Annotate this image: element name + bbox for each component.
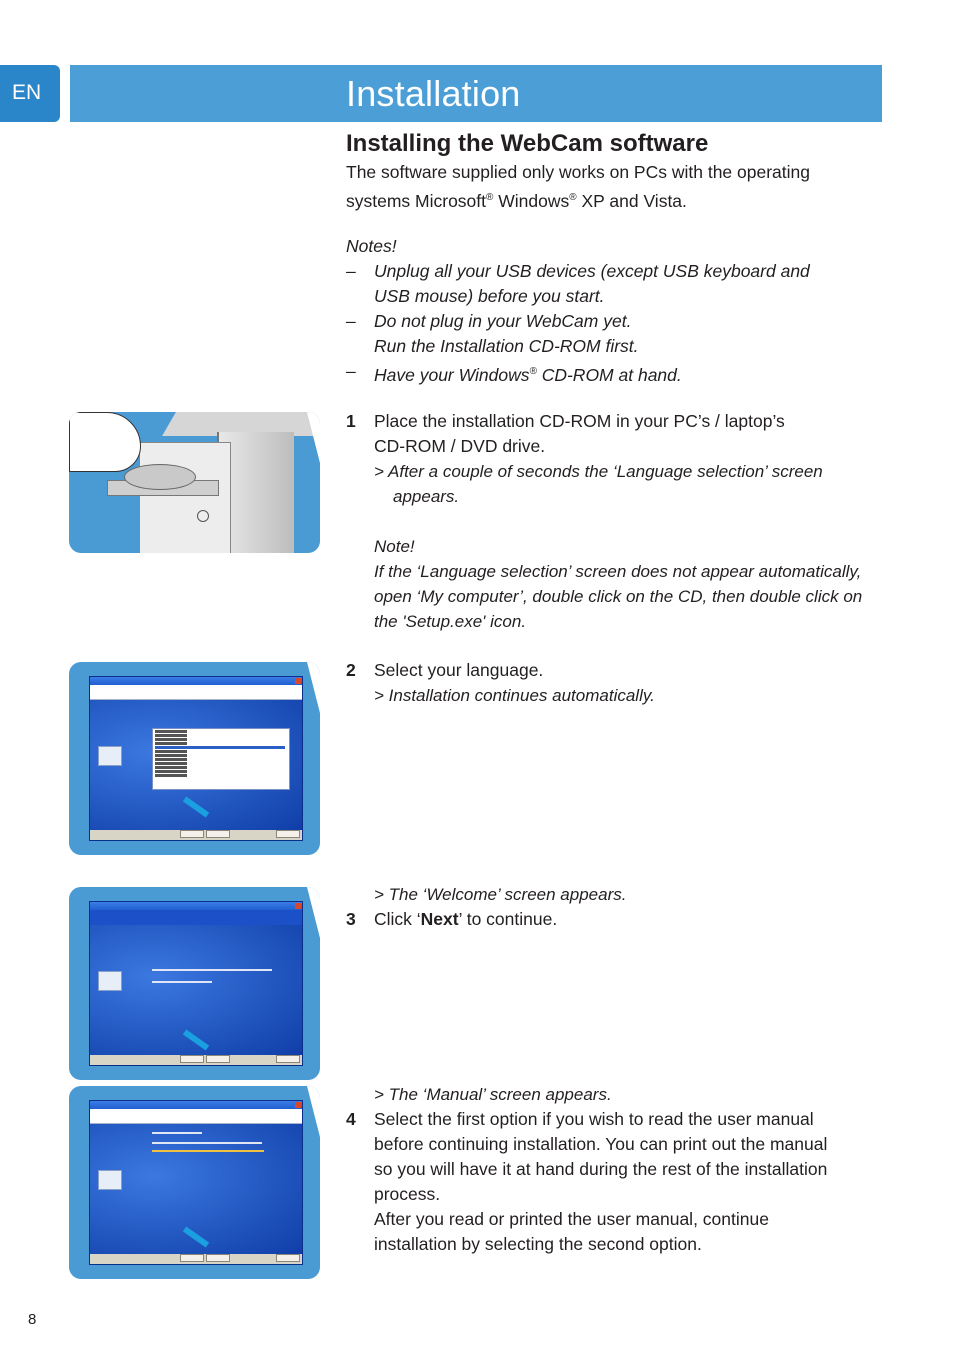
installer-window bbox=[89, 676, 303, 841]
option-2 bbox=[152, 1150, 264, 1152]
step-4-line-6: installation by selecting the second option. bbox=[374, 1234, 702, 1254]
notes-title: Notes! bbox=[346, 236, 397, 256]
window-titlebar bbox=[90, 677, 302, 685]
power-button-icon bbox=[197, 510, 209, 522]
step-2-result: > Installation continues automatically. bbox=[374, 686, 655, 705]
hand-icon bbox=[69, 412, 141, 472]
computer-icon bbox=[98, 746, 122, 766]
cancel-button bbox=[276, 1254, 300, 1262]
window-footer bbox=[90, 1055, 302, 1065]
cancel-button bbox=[276, 830, 300, 838]
step-3-number: 3 bbox=[346, 909, 356, 929]
window-footer bbox=[90, 830, 302, 840]
step-3-a: Click ‘ bbox=[374, 909, 421, 929]
step-1-line-1: Place the installation CD-ROM in your PC’s / laptop’s bbox=[374, 411, 785, 431]
window-titlebar bbox=[90, 902, 302, 910]
intro-xp: XP and Vista. bbox=[576, 190, 687, 211]
intro-text bbox=[346, 160, 876, 214]
note-3-b: CD-ROM at hand. bbox=[536, 364, 682, 385]
window-footer bbox=[90, 1254, 302, 1264]
cancel-button bbox=[276, 1055, 300, 1063]
step-1-text bbox=[374, 409, 874, 634]
intro-line-1: The software supplied only works on PCs with the operating bbox=[346, 162, 810, 182]
step-4-text bbox=[374, 1107, 874, 1257]
cd-disc-icon bbox=[124, 464, 196, 490]
option-label bbox=[152, 1132, 202, 1134]
step-2-text bbox=[374, 658, 874, 708]
welcome-text-line bbox=[152, 969, 272, 971]
step-1-note-2: open ‘My computer’, double click on the CD, then double click on bbox=[374, 587, 863, 606]
next-button bbox=[206, 830, 230, 838]
option-1 bbox=[152, 1142, 262, 1144]
step-3-text bbox=[374, 907, 874, 932]
note-item-1 bbox=[374, 259, 874, 309]
note-item-2 bbox=[374, 309, 874, 359]
note-dash: – bbox=[346, 311, 356, 331]
step-1-result-2: appears. bbox=[393, 487, 460, 506]
note-3-a: Have your Windows bbox=[374, 364, 530, 385]
panel-notch bbox=[307, 662, 320, 717]
window-header bbox=[90, 685, 302, 700]
step-4-line-1: Select the first option if you wish to read the user manual bbox=[374, 1109, 814, 1129]
step-3-next: Next bbox=[420, 909, 459, 929]
back-button bbox=[180, 1055, 204, 1063]
step-1-note-1: If the ‘Language selection’ screen does not appear automatically, bbox=[374, 562, 862, 581]
computer-icon bbox=[98, 971, 122, 991]
step-1-line-2: CD-ROM / DVD drive. bbox=[374, 436, 546, 456]
back-button bbox=[180, 1254, 204, 1262]
step-4-line-4: process. bbox=[374, 1184, 441, 1204]
language-list bbox=[152, 728, 290, 790]
manual-screen-shot bbox=[69, 1086, 320, 1279]
computer-icon bbox=[98, 1170, 122, 1190]
note-2-line-1: Do not plug in your WebCam yet. bbox=[374, 311, 632, 331]
reg-mark: ® bbox=[486, 192, 494, 203]
note-1-line-2: USB mouse) before you start. bbox=[374, 286, 605, 306]
step-3-c: ’ to continue. bbox=[458, 909, 558, 929]
window-body bbox=[90, 925, 302, 1055]
note-1-line-1: Unplug all your USB devices (except USB keyboard and bbox=[374, 261, 810, 281]
step-2-number: 2 bbox=[346, 660, 356, 680]
next-button bbox=[206, 1254, 230, 1262]
language-screen-shot bbox=[69, 662, 320, 855]
step-4-pre: > The ‘Manual’ screen appears. bbox=[374, 1085, 612, 1104]
section-heading: Installing the WebCam software bbox=[346, 130, 709, 157]
step-1-number: 1 bbox=[346, 411, 356, 431]
close-icon bbox=[295, 678, 301, 684]
panel-notch bbox=[307, 1086, 320, 1141]
window-body bbox=[90, 1124, 302, 1254]
step-3-pre: > The ‘Welcome’ screen appears. bbox=[374, 885, 627, 904]
step-4-line-2: before continuing installation. You can print out the manual bbox=[374, 1134, 828, 1154]
language-tab: EN bbox=[0, 65, 60, 122]
reg-mark: ® bbox=[529, 366, 537, 377]
pointer-arrow-icon bbox=[183, 1227, 209, 1248]
step-4-line-5: After you read or printed the user manual, continue bbox=[374, 1209, 769, 1229]
step-4-line-3: so you will have it at hand during the rest of the installation bbox=[374, 1159, 828, 1179]
reg-mark: ® bbox=[569, 192, 577, 203]
installer-window bbox=[89, 901, 303, 1066]
page-title: Installation bbox=[346, 73, 521, 114]
note-item-3 bbox=[374, 359, 874, 388]
next-button bbox=[206, 1055, 230, 1063]
window-body bbox=[90, 700, 302, 830]
note-dash: – bbox=[346, 361, 356, 381]
intro-line-2 bbox=[346, 185, 876, 214]
step-1-note-3: the 'Setup.exe' icon. bbox=[374, 612, 527, 631]
window-titlebar bbox=[90, 1101, 302, 1109]
welcome-text-line bbox=[152, 981, 212, 983]
page-number: 8 bbox=[28, 1311, 37, 1328]
panel-notch bbox=[307, 887, 320, 942]
pointer-arrow-icon bbox=[183, 797, 209, 818]
welcome-screen-shot bbox=[69, 887, 320, 1080]
window-header bbox=[90, 1109, 302, 1124]
title-bar bbox=[70, 65, 882, 122]
step-4-number: 4 bbox=[346, 1109, 356, 1129]
step-1-result-1: > After a couple of seconds the ‘Language selection’ screen bbox=[374, 462, 823, 481]
note-2-line-2: Run the Installation CD-ROM first. bbox=[374, 336, 639, 356]
step-1-note-title: Note! bbox=[374, 537, 415, 556]
step-2-line-1: Select your language. bbox=[374, 660, 544, 680]
pointer-arrow-icon bbox=[183, 1030, 209, 1051]
window-header bbox=[90, 910, 302, 924]
installer-window bbox=[89, 1100, 303, 1265]
intro-windows: Windows bbox=[493, 190, 570, 211]
intro-ms: systems Microsoft bbox=[346, 190, 487, 211]
cd-insert-illustration bbox=[69, 412, 320, 553]
pc-front-panel bbox=[139, 442, 231, 553]
close-icon bbox=[295, 1102, 301, 1108]
note-dash: – bbox=[346, 261, 356, 281]
panel-notch bbox=[307, 412, 320, 467]
close-icon bbox=[295, 903, 301, 909]
back-button bbox=[180, 830, 204, 838]
